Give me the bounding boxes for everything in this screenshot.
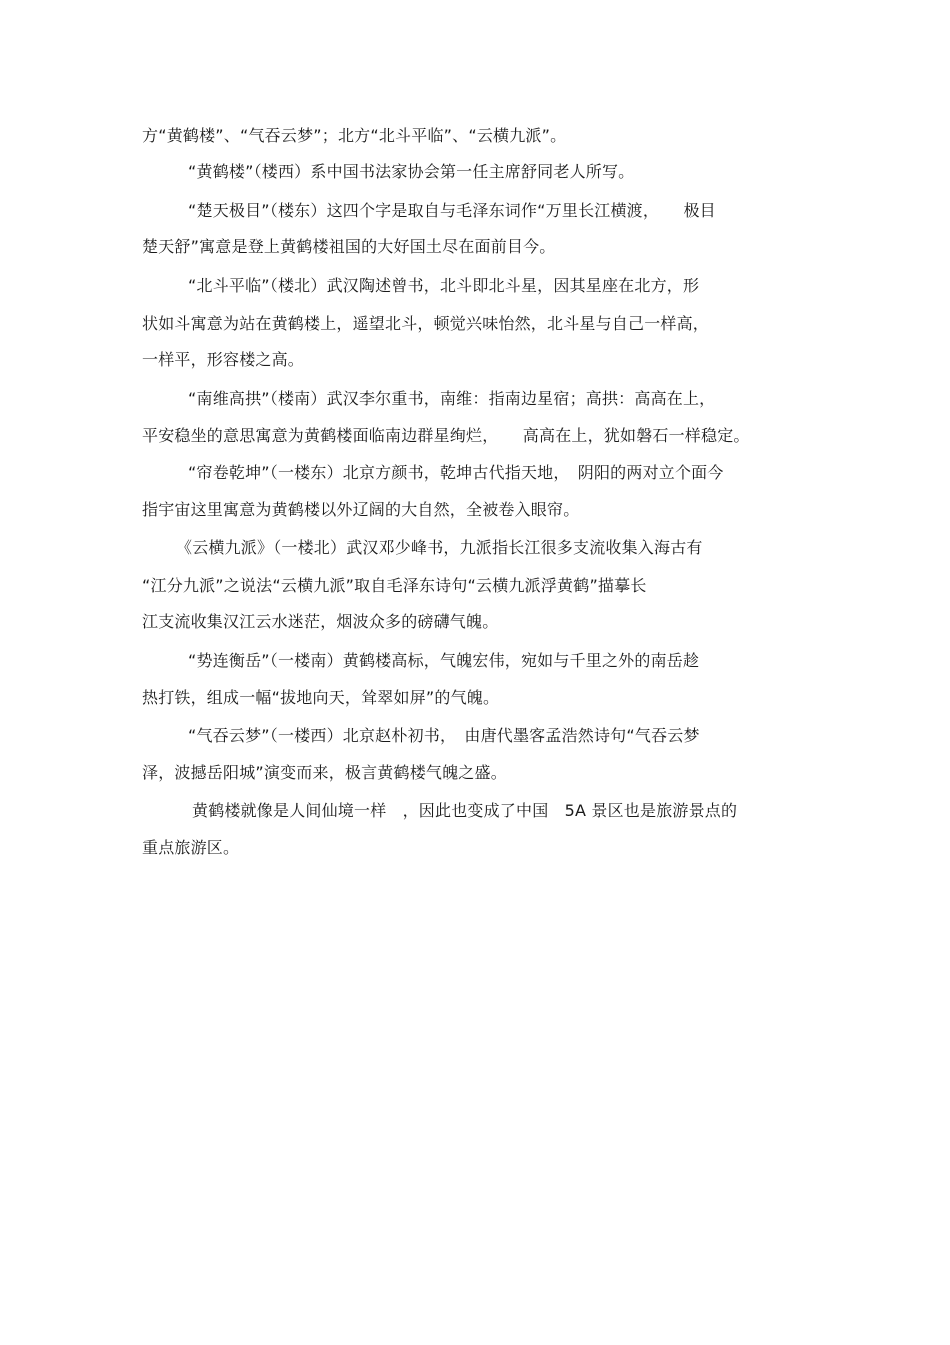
text-line-3: “楚天极目”（楼东）这四个字是取自与毛泽东词作“万里长江横渡， 极目: [188, 201, 716, 220]
text-line-13: “江分九派”之说法“云横九派”取自毛泽东诗句“云横九派浮黄鹤”描摹长: [142, 576, 647, 595]
text-line-10: “帘卷乾坤”（一楼东）北京方颜书，乾坤古代指天地， 阴阳的两对立个面今: [188, 463, 724, 482]
text-line-20: 重点旅游区。: [142, 838, 240, 857]
text-line-19: 黄鹤楼就像是人间仙境一样 ，因此也变成了中国 5A 景区也是旅游景点的: [192, 801, 738, 820]
text-line-16: 热打铁，组成一幅“拔地向天，耸翠如屏”的气魄。: [142, 688, 500, 707]
text-line-17: “气吞云梦”（一楼西）北京赵朴初书， 由唐代墨客孟浩然诗句“气吞云梦: [188, 726, 700, 745]
text-line-7: 一样平，形容楼之高。: [142, 350, 305, 369]
text-line-18: 泽，波撼岳阳城”演变而来，极言黄鹤楼气魄之盛。: [142, 763, 507, 782]
text-line-5: “北斗平临”（楼北）武汉陶述曾书，北斗即北斗星，因其星座在北方，形: [188, 276, 700, 295]
text-line-12: 《云横九派》（一楼北）武汉邓少峰书，九派指长江很多支流收集入海古有: [176, 538, 703, 557]
text-line-8: “南维高拱”（楼南）武汉李尔重书，南维：指南边星宿；高拱：高高在上，: [188, 389, 716, 408]
text-line-4: 楚天舒”寓意是登上黄鹤楼祖国的大好国土尽在面前目今。: [142, 237, 556, 256]
text-line-11: 指宇宙这里寓意为黄鹤楼以外辽阔的大自然，全被卷入眼帘。: [142, 500, 580, 519]
text-line-14: 江支流收集汉江云水迷茫，烟波众多的磅礴气魄。: [142, 612, 499, 631]
text-line-9: 平安稳坐的意思寓意为黄鹤楼面临南边群星绚烂， 高高在上，犹如磐石一样稳定。: [142, 426, 750, 445]
text-line-1: 方“黄鹤楼”、“气吞云梦”；北方“北斗平临”、“云横九派”。: [142, 126, 567, 145]
text-line-2: “黄鹤楼”（楼西）系中国书法家协会第一任主席舒同老人所写。: [188, 162, 635, 181]
text-line-15: “势连衡岳”（一楼南）黄鹤楼高标，气魄宏伟，宛如与千里之外的南岳趁: [188, 651, 700, 670]
text-line-6: 状如斗寓意为站在黄鹤楼上，遥望北斗，顿觉兴味怡然，北斗星与自己一样高，: [142, 314, 710, 333]
